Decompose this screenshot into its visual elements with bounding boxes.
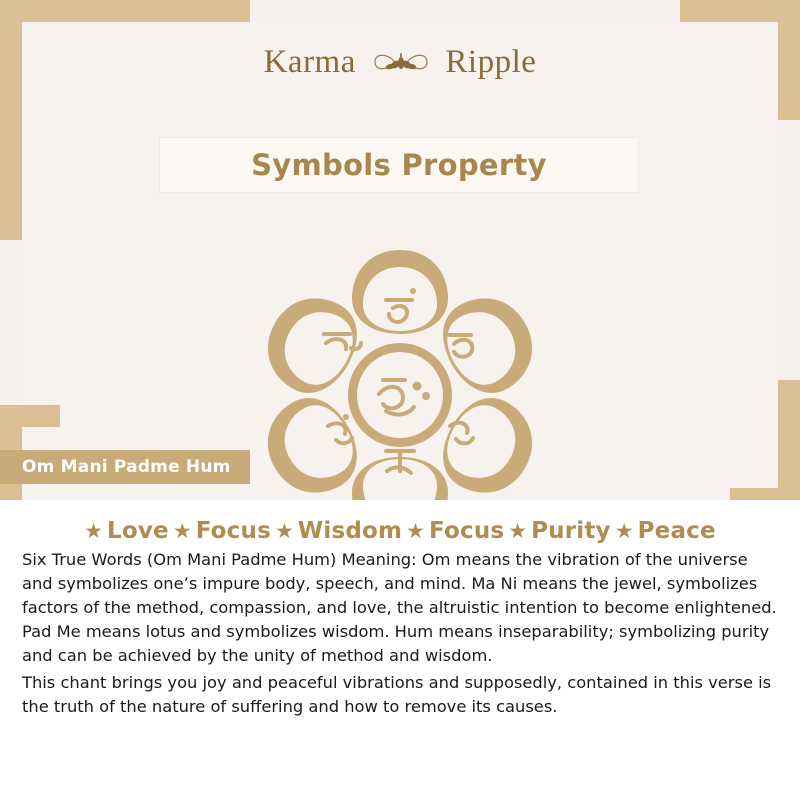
tab-label: Om Mani Padme Hum — [22, 457, 231, 477]
keyword-peace: Peace — [637, 518, 716, 544]
description-section — [0, 500, 800, 800]
om-mani-padme-hum-tab — [0, 450, 250, 484]
title-band — [160, 138, 638, 192]
corner-frame-top-left-vertical — [0, 0, 22, 240]
om-mani-padme-hum-lotus-emblem — [250, 212, 550, 502]
keyword-list — [22, 518, 778, 544]
star-icon: ★ — [614, 519, 634, 543]
star-icon: ★ — [84, 519, 103, 543]
star-icon: ★ — [406, 519, 425, 543]
keyword-purity: Purity — [531, 518, 611, 544]
brand-name-left: Karma — [263, 43, 356, 80]
star-icon: ★ — [274, 519, 294, 543]
chant-paragraph: This chant brings you joy and peaceful vibrations and supposedly, contained in this verse is the truth of the nature of suffering and how to remove its causes. — [22, 672, 772, 716]
star-icon: ★ — [172, 519, 192, 543]
meaning-paragraph: Six True Words (Om Mani Padme Hum) Meaning: Om means the vibration of the universe and symbolizes one’s impure body, speech, and mind. Ma Ni means the jewel, symbolizes factors of the method, compassion, and love, the altruistic intention to become enlightened. Pad Me means lotus and symbolizes wisdom. Hum means inseparability; symbolizing purity and can be achieved by the unity of method and wisdom. — [22, 550, 777, 665]
brand-logo — [0, 42, 800, 81]
lotus-infinity-icon — [371, 45, 431, 79]
keyword-love: Love — [107, 518, 169, 544]
corner-frame-mid-left-horizontal — [0, 405, 60, 427]
corner-frame-top-right-horizontal — [680, 0, 800, 22]
page-title: Symbols Property — [251, 148, 547, 182]
keyword-focus-1: Focus — [195, 518, 271, 544]
star-icon: ★ — [508, 519, 528, 543]
corner-frame-top-left-horizontal — [0, 0, 250, 22]
keyword-wisdom: Wisdom — [297, 518, 403, 544]
keyword-focus-2: Focus — [429, 518, 505, 544]
brand-name-right: Ripple — [445, 43, 537, 80]
